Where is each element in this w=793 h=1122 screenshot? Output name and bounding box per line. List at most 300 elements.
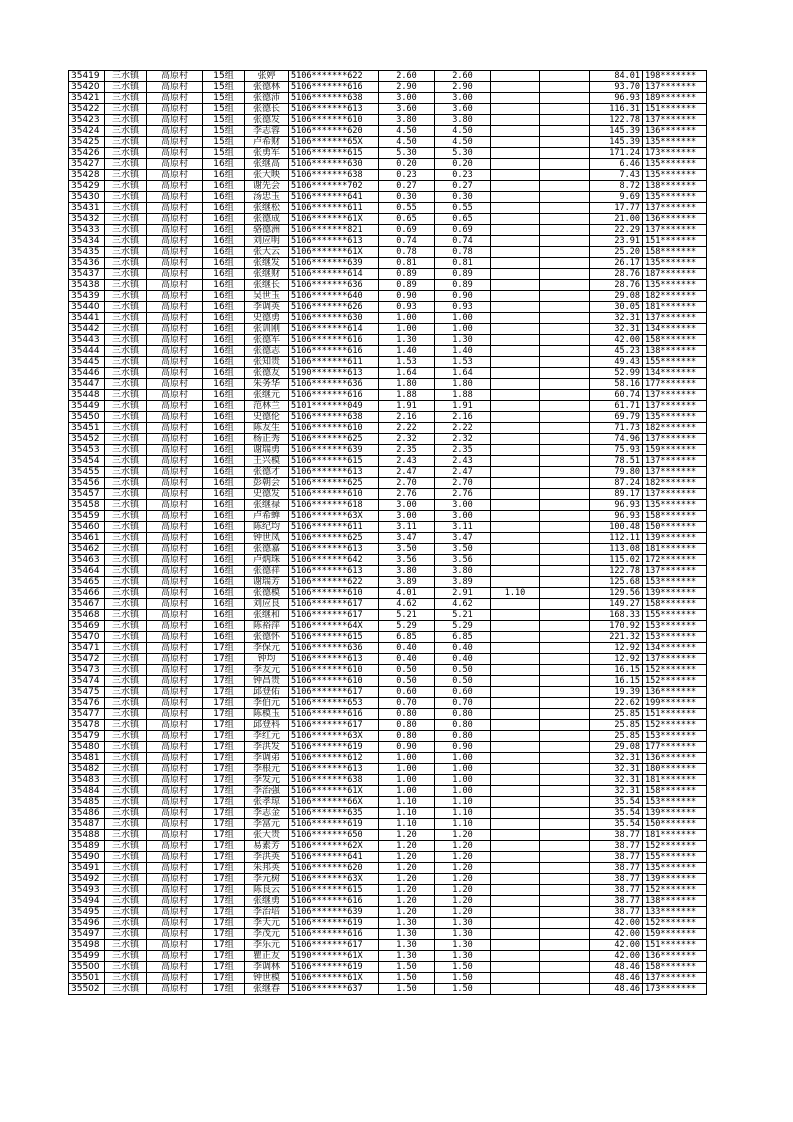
amount-cell: 19.39 [590, 687, 643, 698]
village-cell: 高原村 [147, 951, 203, 962]
table-row [69, 434, 707, 445]
id-number-cell: 5106*******613 [289, 566, 379, 577]
phone-cell: 199******* [643, 698, 707, 709]
phone-cell: 137******* [643, 566, 707, 577]
area-a-cell: 0.89 [435, 280, 491, 291]
id-number-cell: 5106*******638 [289, 93, 379, 104]
village-cell: 高原村 [147, 489, 203, 500]
id-number-cell: 5106*******620 [289, 126, 379, 137]
name-cell: 张继财 [245, 269, 289, 280]
area-a-cell: 0.90 [435, 742, 491, 753]
village-cell: 高原村 [147, 753, 203, 764]
town-cell: 三水镇 [105, 962, 147, 973]
town-cell: 三水镇 [105, 621, 147, 632]
group-cell: 16组 [203, 533, 245, 544]
group-cell: 17组 [203, 698, 245, 709]
group-cell: 16组 [203, 599, 245, 610]
table-row [69, 368, 707, 379]
name-cell: 吴世玉 [245, 291, 289, 302]
blank-cell [540, 687, 590, 698]
table-row [69, 115, 707, 126]
group-cell: 17组 [203, 852, 245, 863]
area-a-cell: 1.00 [435, 313, 491, 324]
table-row [69, 313, 707, 324]
area-b-cell [491, 720, 540, 731]
village-cell: 高原村 [147, 335, 203, 346]
group-cell: 16组 [203, 489, 245, 500]
area-b-cell [491, 247, 540, 258]
village-cell: 高原村 [147, 126, 203, 137]
serial-cell: 35438 [69, 280, 105, 291]
name-cell: 陈友生 [245, 423, 289, 434]
area-a-cell: 1.20 [435, 830, 491, 841]
area-a-cell: 0.69 [435, 225, 491, 236]
area-total-cell: 2.70 [379, 478, 435, 489]
id-number-cell: 5106*******641 [289, 852, 379, 863]
name-cell: 李志蓉 [245, 126, 289, 137]
group-cell: 15组 [203, 126, 245, 137]
serial-cell: 35463 [69, 555, 105, 566]
phone-cell: 158******* [643, 335, 707, 346]
amount-cell: 16.15 [590, 676, 643, 687]
area-b-cell [491, 126, 540, 137]
blank-cell [540, 940, 590, 951]
group-cell: 16组 [203, 401, 245, 412]
area-b-cell [491, 698, 540, 709]
amount-cell: 26.17 [590, 258, 643, 269]
area-b-cell [491, 71, 540, 82]
area-total-cell: 2.22 [379, 423, 435, 434]
table-row [69, 258, 707, 269]
phone-cell: 137******* [643, 467, 707, 478]
group-cell: 16组 [203, 445, 245, 456]
phone-cell: 172******* [643, 555, 707, 566]
area-b-cell [491, 533, 540, 544]
name-cell: 张继和 [245, 610, 289, 621]
group-cell: 16组 [203, 511, 245, 522]
area-total-cell: 0.70 [379, 698, 435, 709]
table-row [69, 973, 707, 984]
phone-cell: 180******* [643, 764, 707, 775]
id-number-cell: 5106*******619 [289, 918, 379, 929]
name-cell: 张勇军 [245, 148, 289, 159]
group-cell: 17组 [203, 742, 245, 753]
area-a-cell: 3.00 [435, 93, 491, 104]
table-row [69, 269, 707, 280]
amount-cell: 42.00 [590, 918, 643, 929]
name-cell: 刘应明 [245, 236, 289, 247]
phone-cell: 133******* [643, 907, 707, 918]
table-row [69, 467, 707, 478]
name-cell: 邱登佑 [245, 687, 289, 698]
town-cell: 三水镇 [105, 918, 147, 929]
area-b-cell [491, 357, 540, 368]
area-a-cell: 1.50 [435, 962, 491, 973]
amount-cell: 25.85 [590, 731, 643, 742]
name-cell: 李发元 [245, 775, 289, 786]
area-total-cell: 1.50 [379, 984, 435, 995]
village-cell: 高原村 [147, 665, 203, 676]
area-b-cell [491, 676, 540, 687]
blank-cell [540, 522, 590, 533]
blank-cell [540, 588, 590, 599]
area-a-cell: 1.20 [435, 896, 491, 907]
town-cell: 三水镇 [105, 401, 147, 412]
area-b-cell [491, 335, 540, 346]
id-number-cell: 5106*******616 [289, 346, 379, 357]
area-b-cell [491, 643, 540, 654]
phone-cell: 136******* [643, 126, 707, 137]
area-total-cell: 3.00 [379, 500, 435, 511]
phone-cell: 138******* [643, 896, 707, 907]
amount-cell: 116.31 [590, 104, 643, 115]
village-cell: 高原村 [147, 973, 203, 984]
area-a-cell: 1.80 [435, 379, 491, 390]
name-cell: 李治强 [245, 786, 289, 797]
village-cell: 高原村 [147, 115, 203, 126]
village-cell: 高原村 [147, 258, 203, 269]
name-cell: 张德军 [245, 335, 289, 346]
area-b-cell [491, 379, 540, 390]
name-cell: 张继高 [245, 159, 289, 170]
town-cell: 三水镇 [105, 357, 147, 368]
amount-cell: 32.31 [590, 775, 643, 786]
name-cell: 杨正秀 [245, 434, 289, 445]
amount-cell: 122.78 [590, 115, 643, 126]
serial-cell: 35455 [69, 467, 105, 478]
area-a-cell: 1.10 [435, 819, 491, 830]
area-total-cell: 2.43 [379, 456, 435, 467]
area-a-cell: 1.30 [435, 940, 491, 951]
area-b-cell [491, 566, 540, 577]
phone-cell: 153******* [643, 731, 707, 742]
area-a-cell: 4.50 [435, 137, 491, 148]
phone-cell: 151******* [643, 709, 707, 720]
area-total-cell: 0.27 [379, 181, 435, 192]
area-total-cell: 1.50 [379, 962, 435, 973]
village-cell: 高原村 [147, 390, 203, 401]
group-cell: 17组 [203, 830, 245, 841]
village-cell: 高原村 [147, 214, 203, 225]
amount-cell: 22.62 [590, 698, 643, 709]
table-row [69, 379, 707, 390]
town-cell: 三水镇 [105, 599, 147, 610]
town-cell: 三水镇 [105, 335, 147, 346]
name-cell: 张继禄 [245, 500, 289, 511]
blank-cell [540, 885, 590, 896]
id-number-cell: 5106*******630 [289, 159, 379, 170]
id-number-cell: 5106*******610 [289, 676, 379, 687]
id-number-cell: 5106*******618 [289, 500, 379, 511]
town-cell: 三水镇 [105, 566, 147, 577]
area-total-cell: 1.10 [379, 797, 435, 808]
id-number-cell: 5106*******61X [289, 973, 379, 984]
phone-cell: 198******* [643, 71, 707, 82]
area-a-cell: 2.70 [435, 478, 491, 489]
table-row [69, 148, 707, 159]
id-number-cell: 5106*******639 [289, 258, 379, 269]
amount-cell: 145.39 [590, 137, 643, 148]
id-number-cell: 5106*******610 [289, 665, 379, 676]
amount-cell: 32.31 [590, 324, 643, 335]
group-cell: 17组 [203, 775, 245, 786]
area-b-cell [491, 203, 540, 214]
village-cell: 高原村 [147, 841, 203, 852]
table-row [69, 137, 707, 148]
blank-cell [540, 357, 590, 368]
phone-cell: 158******* [643, 599, 707, 610]
town-cell: 三水镇 [105, 841, 147, 852]
village-cell: 高原村 [147, 698, 203, 709]
area-a-cell: 2.43 [435, 456, 491, 467]
town-cell: 三水镇 [105, 291, 147, 302]
amount-cell: 96.93 [590, 500, 643, 511]
area-a-cell: 3.50 [435, 544, 491, 555]
serial-cell: 35493 [69, 885, 105, 896]
phone-cell: 182******* [643, 423, 707, 434]
serial-cell: 35470 [69, 632, 105, 643]
name-cell: 张德祥 [245, 566, 289, 577]
serial-cell: 35436 [69, 258, 105, 269]
group-cell: 17组 [203, 643, 245, 654]
village-cell: 高原村 [147, 456, 203, 467]
amount-cell: 42.00 [590, 929, 643, 940]
id-number-cell: 5106*******625 [289, 434, 379, 445]
amount-cell: 96.93 [590, 93, 643, 104]
area-total-cell: 1.30 [379, 335, 435, 346]
amount-cell: 16.15 [590, 665, 643, 676]
phone-cell: 136******* [643, 753, 707, 764]
area-b-cell [491, 973, 540, 984]
town-cell: 三水镇 [105, 390, 147, 401]
id-number-cell: 5106*******616 [289, 896, 379, 907]
table-row [69, 511, 707, 522]
name-cell: 骆德洲 [245, 225, 289, 236]
serial-cell: 35502 [69, 984, 105, 995]
phone-cell: 135******* [643, 412, 707, 423]
area-a-cell: 1.00 [435, 775, 491, 786]
area-b-cell [491, 192, 540, 203]
id-number-cell: 5106*******611 [289, 203, 379, 214]
phone-cell: 137******* [643, 401, 707, 412]
blank-cell [540, 929, 590, 940]
name-cell: 钟均 [245, 654, 289, 665]
town-cell: 三水镇 [105, 214, 147, 225]
area-b-cell [491, 951, 540, 962]
table-row [69, 302, 707, 313]
blank-cell [540, 533, 590, 544]
area-b-cell [491, 885, 540, 896]
table-row [69, 676, 707, 687]
table-row [69, 819, 707, 830]
village-cell: 高原村 [147, 93, 203, 104]
id-number-cell: 5106*******622 [289, 71, 379, 82]
amount-cell: 12.92 [590, 654, 643, 665]
id-number-cell: 5106*******610 [289, 588, 379, 599]
table-row [69, 159, 707, 170]
phone-cell: 150******* [643, 522, 707, 533]
table-row [69, 456, 707, 467]
area-total-cell: 0.40 [379, 643, 435, 654]
id-number-cell: 5106*******626 [289, 302, 379, 313]
group-cell: 17组 [203, 786, 245, 797]
phone-cell: 152******* [643, 841, 707, 852]
amount-cell: 48.46 [590, 973, 643, 984]
table-row [69, 863, 707, 874]
serial-cell: 35477 [69, 709, 105, 720]
amount-cell: 21.00 [590, 214, 643, 225]
village-cell: 高原村 [147, 533, 203, 544]
name-cell: 谢瑞芳 [245, 577, 289, 588]
amount-cell: 32.31 [590, 764, 643, 775]
town-cell: 三水镇 [105, 456, 147, 467]
group-cell: 17组 [203, 929, 245, 940]
phone-cell: 139******* [643, 588, 707, 599]
name-cell: 张婷 [245, 71, 289, 82]
area-b-cell [491, 313, 540, 324]
serial-cell: 35483 [69, 775, 105, 786]
group-cell: 17组 [203, 962, 245, 973]
amount-cell: 115.02 [590, 555, 643, 566]
serial-cell: 35486 [69, 808, 105, 819]
id-number-cell: 5106*******617 [289, 599, 379, 610]
area-b-cell [491, 555, 540, 566]
table-row [69, 192, 707, 203]
table-row [69, 709, 707, 720]
blank-cell [540, 291, 590, 302]
area-total-cell: 1.20 [379, 907, 435, 918]
name-cell: 李茂元 [245, 929, 289, 940]
area-a-cell: 1.10 [435, 797, 491, 808]
village-cell: 高原村 [147, 269, 203, 280]
village-cell: 高原村 [147, 775, 203, 786]
table-row [69, 962, 707, 973]
amount-cell: 71.73 [590, 423, 643, 434]
table-row [69, 236, 707, 247]
phone-cell: 159******* [643, 445, 707, 456]
amount-cell: 30.05 [590, 302, 643, 313]
phone-cell: 134******* [643, 643, 707, 654]
blank-cell [540, 907, 590, 918]
blank-cell [540, 632, 590, 643]
serial-cell: 35485 [69, 797, 105, 808]
town-cell: 三水镇 [105, 236, 147, 247]
village-cell: 高原村 [147, 478, 203, 489]
id-number-cell: 5106*******625 [289, 533, 379, 544]
table-row [69, 126, 707, 137]
group-cell: 16组 [203, 478, 245, 489]
area-a-cell: 1.20 [435, 863, 491, 874]
group-cell: 17组 [203, 720, 245, 731]
area-total-cell: 1.80 [379, 379, 435, 390]
blank-cell [540, 852, 590, 863]
town-cell: 三水镇 [105, 863, 147, 874]
name-cell: 李保元 [245, 643, 289, 654]
phone-cell: 137******* [643, 489, 707, 500]
amount-cell: 38.77 [590, 841, 643, 852]
area-b-cell [491, 478, 540, 489]
phone-cell: 152******* [643, 720, 707, 731]
blank-cell [540, 962, 590, 973]
id-number-cell: 5106*******617 [289, 610, 379, 621]
area-a-cell: 4.50 [435, 126, 491, 137]
town-cell: 三水镇 [105, 203, 147, 214]
area-total-cell: 1.00 [379, 753, 435, 764]
area-a-cell: 2.32 [435, 434, 491, 445]
id-number-cell: 5106*******638 [289, 170, 379, 181]
table-row [69, 357, 707, 368]
area-b-cell [491, 874, 540, 885]
area-total-cell: 1.30 [379, 940, 435, 951]
serial-cell: 35457 [69, 489, 105, 500]
table-row [69, 335, 707, 346]
area-a-cell: 0.74 [435, 236, 491, 247]
village-cell: 高原村 [147, 313, 203, 324]
name-cell: 瞿正友 [245, 951, 289, 962]
blank-cell [540, 346, 590, 357]
area-a-cell: 2.16 [435, 412, 491, 423]
area-b-cell [491, 324, 540, 335]
phone-cell: 150******* [643, 819, 707, 830]
serial-cell: 35420 [69, 82, 105, 93]
area-b-cell [491, 632, 540, 643]
village-cell: 高原村 [147, 225, 203, 236]
village-cell: 高原村 [147, 654, 203, 665]
id-number-cell: 5106*******614 [289, 324, 379, 335]
town-cell: 三水镇 [105, 654, 147, 665]
id-number-cell: 5106*******620 [289, 863, 379, 874]
amount-cell: 28.76 [590, 269, 643, 280]
name-cell: 张德怀 [245, 632, 289, 643]
blank-cell [540, 665, 590, 676]
blank-cell [540, 654, 590, 665]
group-cell: 16组 [203, 269, 245, 280]
name-cell: 李富元 [245, 819, 289, 830]
blank-cell [540, 621, 590, 632]
area-b-cell [491, 423, 540, 434]
table-row [69, 555, 707, 566]
serial-cell: 35500 [69, 962, 105, 973]
id-number-cell: 5106*******637 [289, 984, 379, 995]
serial-cell: 35498 [69, 940, 105, 951]
id-number-cell: 5106*******641 [289, 192, 379, 203]
group-cell: 17组 [203, 841, 245, 852]
area-total-cell: 0.80 [379, 709, 435, 720]
area-total-cell: 4.50 [379, 126, 435, 137]
group-cell: 17组 [203, 731, 245, 742]
area-b-cell [491, 599, 540, 610]
serial-cell: 35501 [69, 973, 105, 984]
amount-cell: 25.85 [590, 720, 643, 731]
area-b-cell [491, 621, 540, 632]
blank-cell [540, 698, 590, 709]
id-number-cell: 5106*******617 [289, 940, 379, 951]
area-b-cell [491, 445, 540, 456]
amount-cell: 87.24 [590, 478, 643, 489]
village-cell: 高原村 [147, 643, 203, 654]
serial-cell: 35496 [69, 918, 105, 929]
area-a-cell: 1.20 [435, 852, 491, 863]
blank-cell [540, 247, 590, 258]
phone-cell: 153******* [643, 797, 707, 808]
serial-cell: 35451 [69, 423, 105, 434]
table-row [69, 797, 707, 808]
id-number-cell: 5106*******65X [289, 137, 379, 148]
area-b-cell [491, 214, 540, 225]
blank-cell [540, 423, 590, 434]
name-cell: 李志金 [245, 808, 289, 819]
name-cell: 张继长 [245, 280, 289, 291]
